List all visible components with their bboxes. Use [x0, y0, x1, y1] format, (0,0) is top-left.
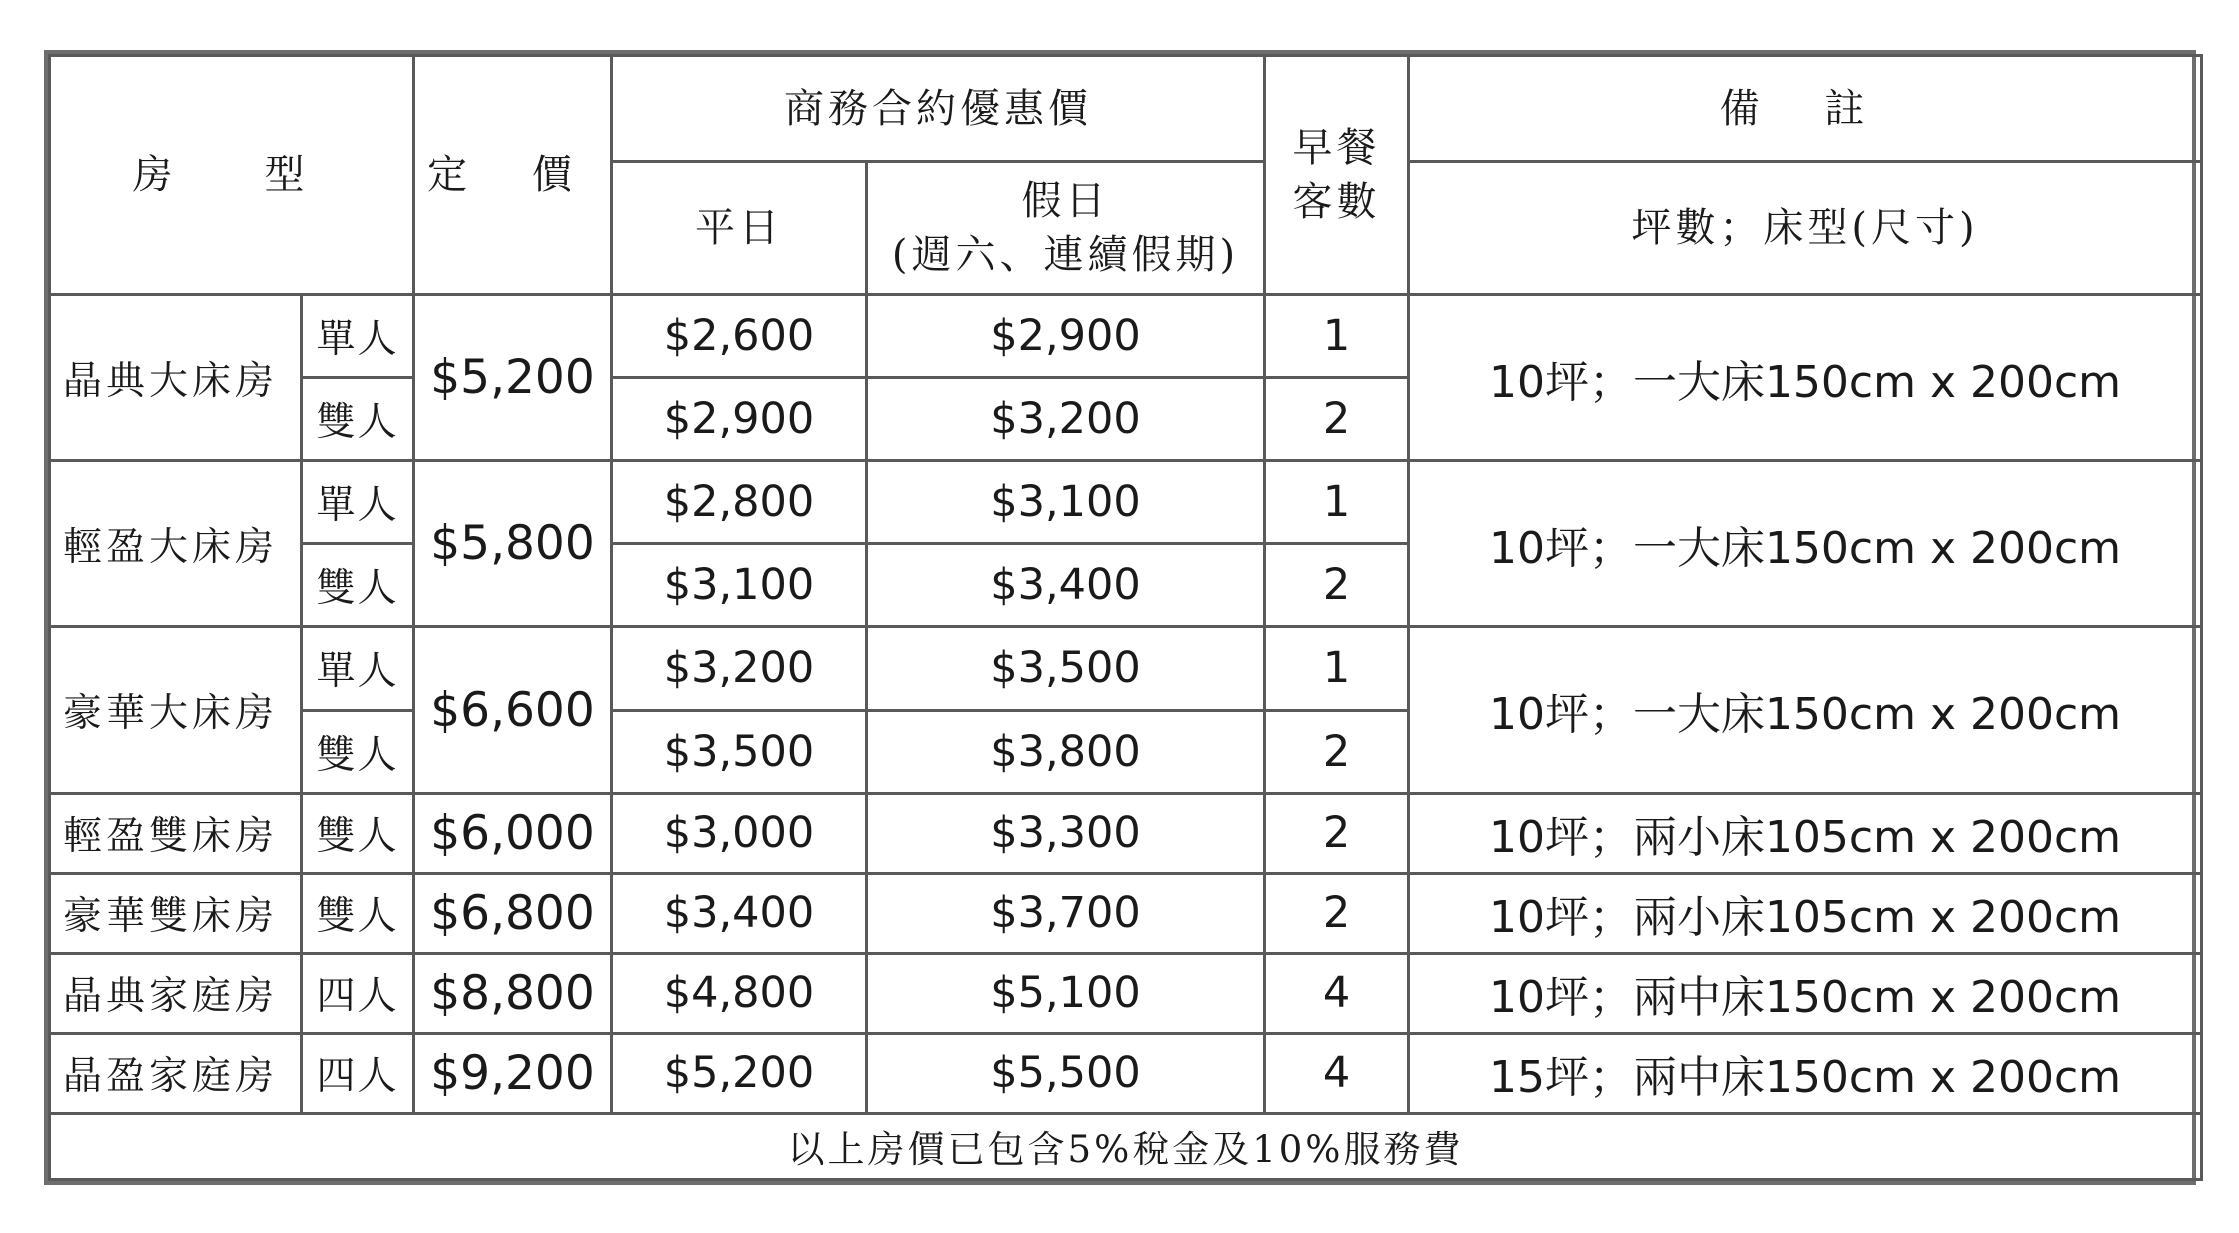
- occupancy: 四人: [302, 953, 414, 1033]
- header-breakfast-line1: 早餐: [1292, 125, 1381, 172]
- footer-note: 以上房價已包含5%稅金及10%服務費: [50, 1113, 2202, 1179]
- breakfast-count: 2: [1265, 873, 1409, 953]
- holiday-rate: $3,400: [867, 544, 1265, 627]
- footer-row: [50, 1113, 2202, 1179]
- weekday-rate: $3,500: [612, 710, 867, 793]
- list-price: $6,000: [414, 793, 612, 873]
- breakfast-count: 4: [1265, 953, 1409, 1033]
- breakfast-count: 2: [1265, 544, 1409, 627]
- holiday-rate: $3,200: [867, 378, 1265, 461]
- occupancy: 四人: [302, 1033, 414, 1113]
- list-price: $6,800: [414, 873, 612, 953]
- breakfast-count: 2: [1265, 793, 1409, 873]
- holiday-rate: $3,500: [867, 627, 1265, 710]
- holiday-rate: $3,800: [867, 710, 1265, 793]
- occupancy: 雙人: [302, 710, 414, 793]
- breakfast-count: 1: [1265, 627, 1409, 710]
- room-remarks: 10坪；一大床150cm x 200cm: [1409, 295, 2202, 461]
- weekday-rate: $3,100: [612, 544, 867, 627]
- header-holiday: [867, 162, 1265, 295]
- holiday-rate: $3,100: [867, 461, 1265, 544]
- room-rate-table: [48, 54, 2203, 1181]
- weekday-rate: $3,200: [612, 627, 867, 710]
- header-breakfast: [1265, 56, 1409, 295]
- list-price: $9,200: [414, 1033, 612, 1113]
- breakfast-count: 2: [1265, 378, 1409, 461]
- holiday-rate: $2,900: [867, 295, 1265, 378]
- room-remarks: 10坪；兩小床105cm x 200cm: [1409, 793, 2202, 873]
- room-name: 輕盈雙床房: [50, 793, 302, 873]
- rate-sheet: [44, 50, 2196, 1185]
- list-price: $5,800: [414, 461, 612, 627]
- room-remarks: 10坪；一大床150cm x 200cm: [1409, 627, 2202, 793]
- room-name: 豪華大床房: [50, 627, 302, 793]
- table-row: [50, 873, 2202, 953]
- breakfast-count: 4: [1265, 1033, 1409, 1113]
- room-remarks: 10坪；一大床150cm x 200cm: [1409, 461, 2202, 627]
- weekday-rate: $5,200: [612, 1033, 867, 1113]
- header-holiday-line1: 假日: [1021, 178, 1110, 225]
- room-name: 晶典家庭房: [50, 953, 302, 1033]
- weekday-rate: $4,800: [612, 953, 867, 1033]
- occupancy: 雙人: [302, 873, 414, 953]
- header-business-rate: 商務合約優惠價: [612, 56, 1265, 162]
- room-remarks: 10坪；兩小床105cm x 200cm: [1409, 873, 2202, 953]
- room-remarks: 15坪；兩中床150cm x 200cm: [1409, 1033, 2202, 1113]
- header-list-price: 定 價: [414, 56, 612, 295]
- breakfast-count: 1: [1265, 461, 1409, 544]
- holiday-rate: $5,100: [867, 953, 1265, 1033]
- room-name: 豪華雙床房: [50, 873, 302, 953]
- occupancy: 單人: [302, 461, 414, 544]
- table-row: [50, 793, 2202, 873]
- table-row: [50, 461, 2202, 544]
- header-holiday-line2: (週六、連續假期): [891, 232, 1240, 279]
- weekday-rate: $2,800: [612, 461, 867, 544]
- header-weekday: 平日: [612, 162, 867, 295]
- holiday-rate: $5,500: [867, 1033, 1265, 1113]
- occupancy: 雙人: [302, 544, 414, 627]
- list-price: $8,800: [414, 953, 612, 1033]
- header-row-top: [50, 56, 2202, 162]
- header-room-type: 房 型: [50, 56, 414, 295]
- weekday-rate: $2,900: [612, 378, 867, 461]
- holiday-rate: $3,700: [867, 873, 1265, 953]
- header-breakfast-line2: 客數: [1292, 179, 1381, 226]
- room-remarks: 10坪；兩中床150cm x 200cm: [1409, 953, 2202, 1033]
- breakfast-count: 1: [1265, 295, 1409, 378]
- table-row: [50, 1033, 2202, 1113]
- room-name: 輕盈大床房: [50, 461, 302, 627]
- holiday-rate: $3,300: [867, 793, 1265, 873]
- weekday-rate: $2,600: [612, 295, 867, 378]
- breakfast-count: 2: [1265, 710, 1409, 793]
- occupancy: 雙人: [302, 378, 414, 461]
- occupancy: 雙人: [302, 793, 414, 873]
- list-price: $6,600: [414, 627, 612, 793]
- table-row: [50, 295, 2202, 378]
- occupancy: 單人: [302, 627, 414, 710]
- table-row: [50, 953, 2202, 1033]
- room-name: 晶典大床房: [50, 295, 302, 461]
- occupancy: 單人: [302, 295, 414, 378]
- weekday-rate: $3,000: [612, 793, 867, 873]
- table-row: [50, 627, 2202, 710]
- header-remarks-sub: 坪數；床型(尺寸): [1409, 162, 2202, 295]
- list-price: $5,200: [414, 295, 612, 461]
- header-remarks: 備 註: [1409, 56, 2202, 162]
- room-name: 晶盈家庭房: [50, 1033, 302, 1113]
- weekday-rate: $3,400: [612, 873, 867, 953]
